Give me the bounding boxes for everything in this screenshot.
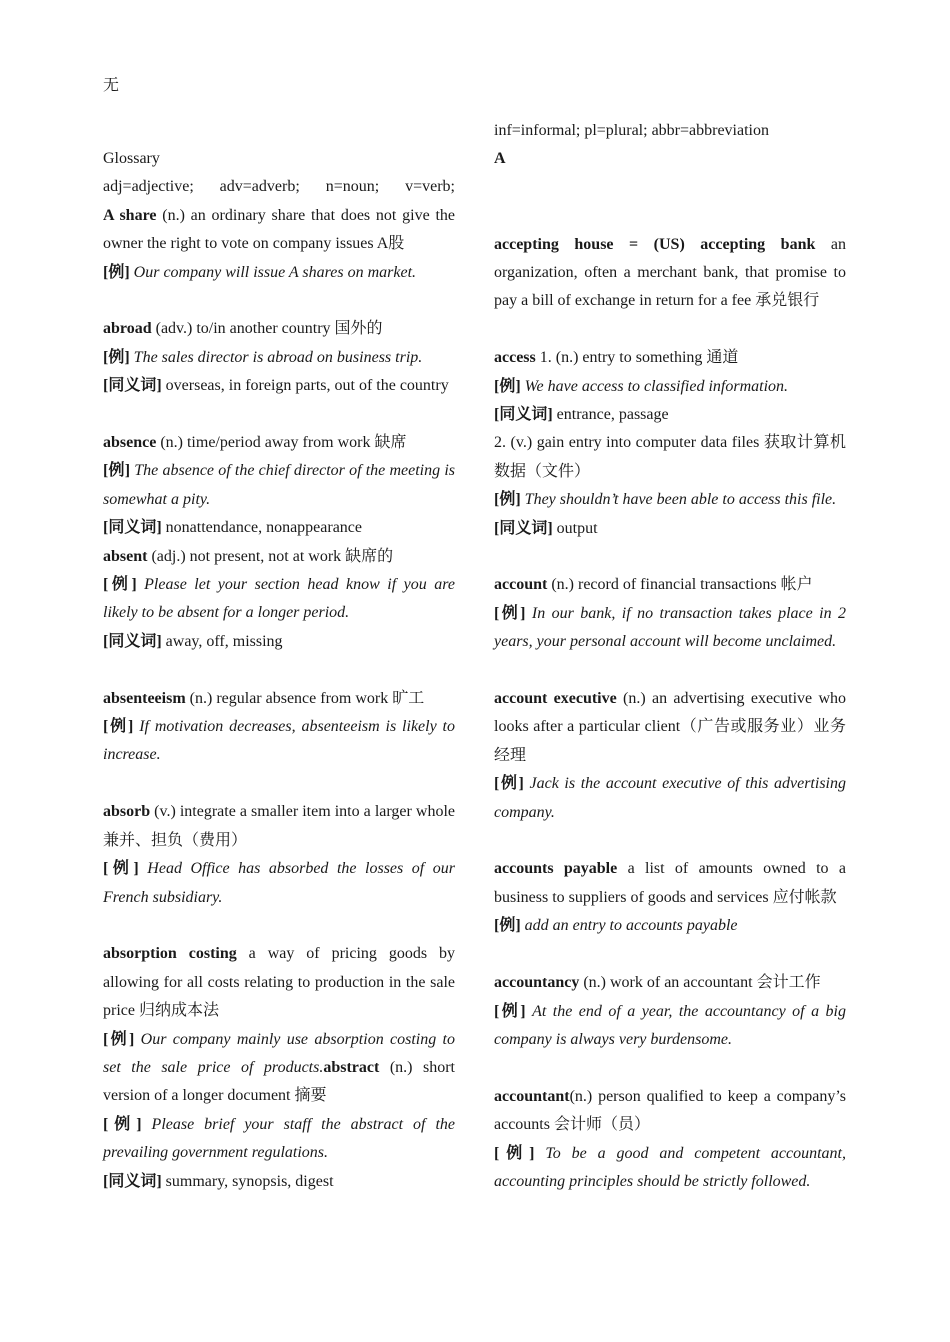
entry-term: accounts payable <box>494 860 618 878</box>
entry-access <box>494 344 846 543</box>
entry-term: absent <box>103 547 148 565</box>
entry-definition: a list of amounts owned to a business to suppliers of goods and services 应付帐款 <box>494 860 846 906</box>
entry-accountancy <box>494 969 846 1054</box>
example-text: Head Office has absorbed the losses of our French subsidiary. <box>103 860 455 906</box>
example-tag: [例] <box>103 860 139 878</box>
entry-term: A share <box>103 206 157 224</box>
entry-absent <box>103 543 455 657</box>
example-tag: [例] <box>103 348 130 366</box>
entry-absorption-costing <box>103 940 455 1196</box>
entry-definition: (n.) work of an accountant 会计工作 <box>579 974 821 992</box>
entry-absenteeism <box>103 685 455 770</box>
synonym-tag: [同义词] <box>103 1172 162 1190</box>
example-text: Our company mainly use absorption costing to set the sale price of products. <box>103 1030 456 1076</box>
page-header: 无 <box>103 77 120 94</box>
entry-accepting-house <box>494 231 846 316</box>
left-column <box>103 145 455 1196</box>
example-tag: [例] <box>103 576 137 594</box>
entry-definition: (v.) integrate a smaller item into a larger whole 兼并、担负（费用） <box>103 803 455 849</box>
synonym-text: away, off, missing <box>165 632 283 650</box>
example-tag: [例] <box>494 917 521 935</box>
entry-term: absenteeism <box>103 689 186 707</box>
entry-definition: (adj.) not present, not at work 缺席的 <box>147 547 394 565</box>
example-tag: [例] <box>103 263 130 281</box>
entry-absorb <box>103 798 455 912</box>
entry-term: absorption costing <box>103 945 237 963</box>
synonym-tag: [同义词] <box>494 406 553 424</box>
entry-definition: (n.) short version of a longer document 摘要 <box>103 1058 455 1105</box>
example-tag: [例] <box>103 1115 142 1133</box>
entry-a-share <box>103 202 455 287</box>
entry-definition: (n.) an advertising executive who looks after a particular client（广告或服务业）业务经理 <box>494 690 847 764</box>
example-text: Please let your section head know if you are likely to be absent for a longer period. <box>103 576 456 622</box>
example-text: If motivation decreases, absenteeism is likely to increase. <box>103 718 455 764</box>
example-text: Jack is the account executive of this advertising company. <box>494 775 846 821</box>
entry-account-executive <box>494 685 846 827</box>
example-text: They shouldn’t have been able to access this file. <box>524 491 837 509</box>
synonym-text: summary, synopsis, digest <box>165 1172 334 1190</box>
example-tag: [例] <box>494 604 526 622</box>
example-text: In our bank, if no transaction takes place in 2 years, your personal account will become unclaimed. <box>494 604 847 651</box>
abbreviation-line-2: inf=informal; pl=plural; abbr=abbreviation <box>494 122 769 139</box>
example-tag: [例] <box>494 377 521 395</box>
entry-definition: (n.) person qualified to keep a company’s accounts 会计师（员） <box>494 1087 846 1134</box>
section-letter: A <box>494 150 506 168</box>
entry-definition: 1. (n.) entry to something 通道 <box>535 349 739 367</box>
abbreviation-line: adj=adjective; adv=adverb; n=noun; v=verb; <box>103 178 455 196</box>
example-tag: [例] <box>494 1144 535 1162</box>
entry-term: access <box>494 349 536 367</box>
example-text: The absence of the chief director of the meeting is somewhat a pity. <box>103 462 455 508</box>
example-text: Our company will issue A shares on market. <box>133 263 417 281</box>
synonym-text: entrance, passage <box>556 406 669 424</box>
example-tag: [例] <box>103 462 131 480</box>
entry-definition: a way of pricing goods by allowing for all costs relating to production in the sale price 归纳成本法 <box>103 945 455 1020</box>
example-tag: [例] <box>494 1002 526 1020</box>
entry-term: accepting house = (US) accepting bank <box>494 235 816 253</box>
entry-term: absorb <box>103 803 151 821</box>
example-tag: [例] <box>494 491 521 509</box>
entry-accounts-payable <box>494 855 846 940</box>
example-tag: [例] <box>103 718 134 736</box>
synonym-text: overseas, in foreign parts, out of the country <box>165 377 449 395</box>
right-column <box>494 117 846 1196</box>
example-text: To be a good and competent accountant, accounting principles should be strictly followed. <box>494 1144 847 1190</box>
entry-term: accountant <box>494 1087 570 1105</box>
example-text: We have access to classified information. <box>524 377 789 395</box>
entry-definition: (n.) an ordinary share that does not give the owner the right to vote on company issues A股 <box>103 206 455 253</box>
entry-term: account <box>494 576 548 594</box>
synonym-tag: [同义词] <box>103 519 162 537</box>
entry-term: accountancy <box>494 974 580 992</box>
synonym-tag: [同义词] <box>103 632 162 650</box>
synonym-tag: [同义词] <box>103 377 162 395</box>
example-text: At the end of a year, the accountancy of a big company is always very burdensome. <box>494 1002 846 1048</box>
entry-term: abroad <box>103 320 152 338</box>
entry-definition-2: 2. (v.) gain entry into computer data files 获取计算机数据（文件） <box>494 434 846 480</box>
entry-account <box>494 571 846 656</box>
example-tag: [例] <box>494 775 524 793</box>
synonym-text: nonattendance, nonappearance <box>165 519 363 537</box>
example-text: The sales director is abroad on business trip. <box>133 348 423 366</box>
entry-definition: (adv.) to/in another country 国外的 <box>151 320 383 338</box>
entry-definition: (n.) record of financial transactions 帐户 <box>547 576 813 594</box>
entry-definition: an organization, often a merchant bank, that promise to pay a bill of exchange in return for a fee 承兑银行 <box>494 235 846 310</box>
entry-term: absence <box>103 434 157 452</box>
entry-accountant <box>494 1083 846 1197</box>
entry-absence <box>103 429 455 543</box>
synonym-tag: [同义词] <box>494 519 553 537</box>
entry-definition: (n.) regular absence from work 旷工 <box>185 689 425 707</box>
entry-term-abstract: abstract <box>323 1058 380 1076</box>
entry-abroad <box>103 315 455 400</box>
entry-term: account executive <box>494 690 617 708</box>
glossary-title: Glossary <box>103 150 160 167</box>
entry-definition: (n.) time/period away from work 缺席 <box>156 434 407 452</box>
synonym-text: output <box>556 519 598 537</box>
example-tag: [例] <box>103 1030 135 1048</box>
example-text: add an entry to accounts payable <box>524 917 738 935</box>
example-text: Please brief your staff the abstract of the prevailing government regulations. <box>103 1115 455 1162</box>
